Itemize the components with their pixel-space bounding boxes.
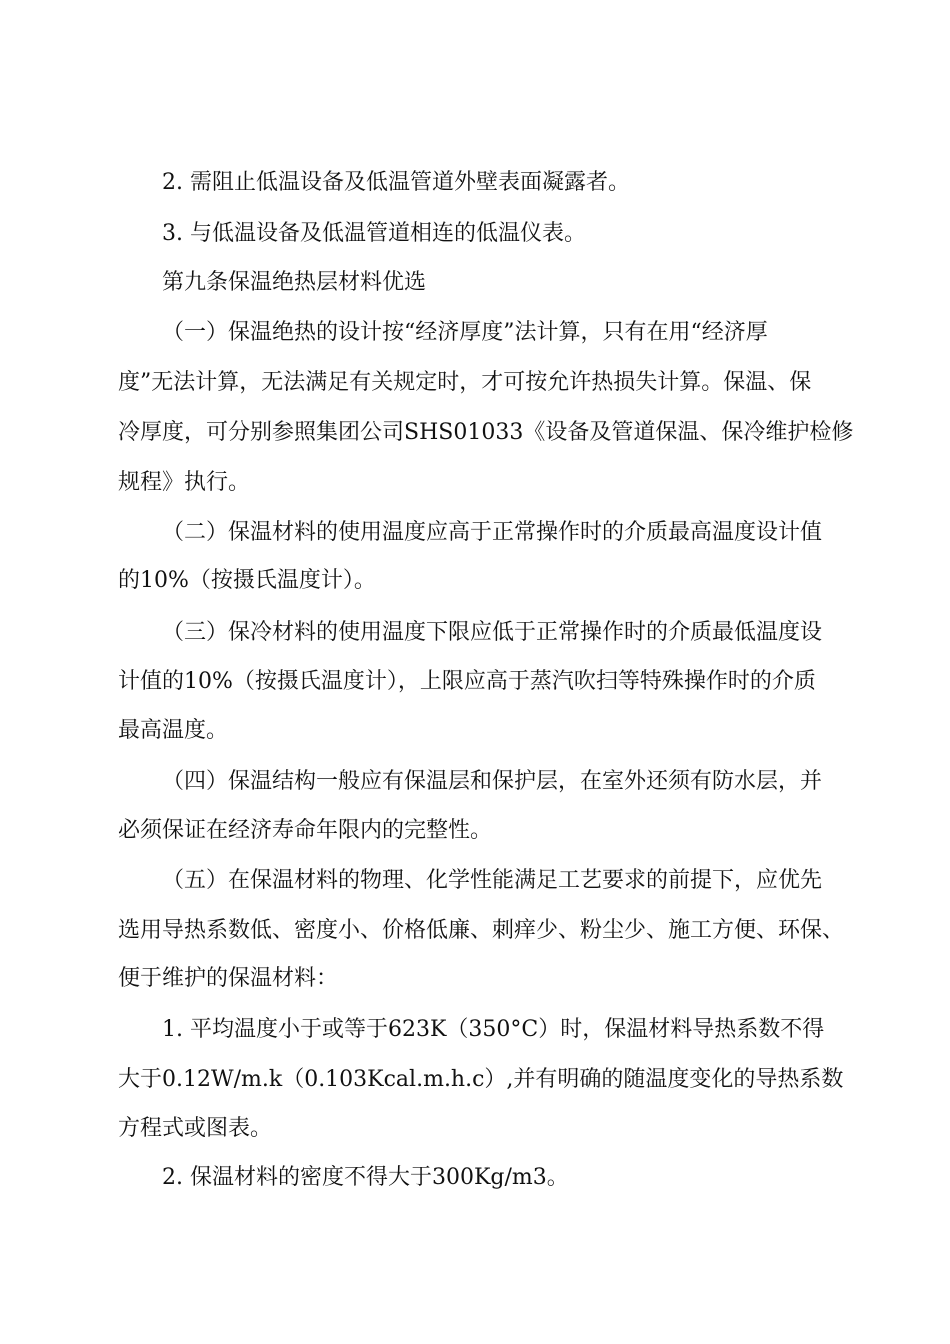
subitem-1-line-2: 大于0.12W/m.k（0.103Kcal.m.h.c）,并有明确的随温度变化的导热系数 [118,1067,844,1092]
clause-2-line-1: （二）保温材料的使用温度应高于正常操作时的介质最高温度设计值 [162,520,823,545]
clause-1-line-3: 冷厚度，可分别参照集团公司SHS01033《设备及管道保温、保冷维护检修 [118,420,854,445]
clause-5-line-2: 选用导热系数低、密度小、价格低廉、刺痒少、粉尘少、施工方便、环保、 [118,918,845,943]
clause-1-line-2: 度”无法计算，无法满足有关规定时，才可按允许热损失计算。保温、保 [118,370,812,395]
clause-3-line-1: （三）保冷材料的使用温度下限应低于正常操作时的介质最低温度设 [162,620,823,645]
clause-2-line-2: 的10%（按摄氏温度计）。 [118,568,376,593]
subitem-1-line-3: 方程式或图表。 [118,1116,273,1141]
item-2-condensation: 2. 需阻止低温设备及低温管道外壁表面凝露者。 [162,170,630,195]
clause-1-line-1: （一）保温绝热的设计按“经济厚度”法计算，只有在用“经济厚 [162,320,768,345]
clause-5-line-3: 便于维护的保温材料： [118,966,339,991]
clause-5-line-1: （五）在保温材料的物理、化学性能满足工艺要求的前提下，应优先 [162,868,823,893]
subitem-2-density: 2. 保温材料的密度不得大于300Kg/m3。 [162,1165,569,1190]
subitem-1-line-1: 1. 平均温度小于或等于623K（350°C）时，保温材料导热系数不得 [162,1017,825,1042]
clause-4-line-1: （四）保温结构一般应有保温层和保护层，在室外还须有防水层，并 [162,769,823,794]
clause-4-line-2: 必须保证在经济寿命年限内的完整性。 [118,818,493,843]
article-9-heading: 第九条保温绝热层材料优选 [162,270,427,295]
item-3-instruments: 3. 与低温设备及低温管道相连的低温仪表。 [162,221,586,246]
clause-3-line-2: 计值的10%（按摄氏温度计），上限应高于蒸汽吹扫等特殊操作时的介质 [118,669,816,694]
clause-3-line-3: 最高温度。 [118,718,229,743]
clause-1-line-4: 规程》执行。 [118,470,251,495]
